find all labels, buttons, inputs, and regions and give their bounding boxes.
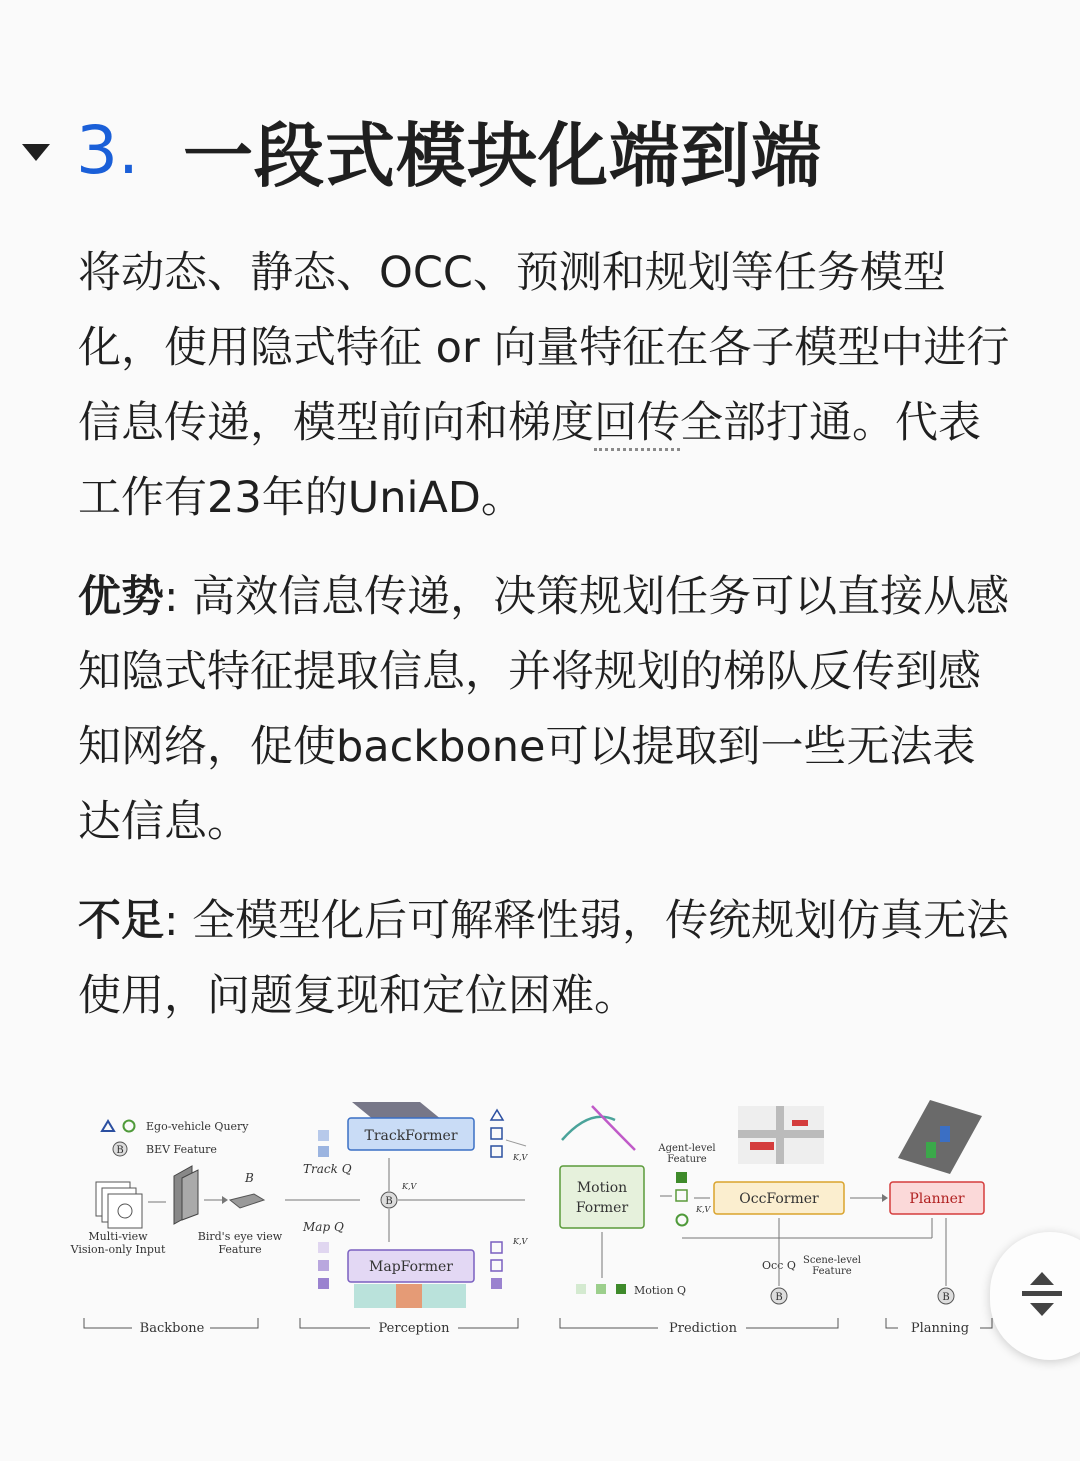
scroll-button[interactable]	[990, 1232, 1080, 1360]
feature-block-icon	[174, 1166, 198, 1224]
agent-feature-label: Feature	[667, 1154, 707, 1165]
kv-label-track-out: K,V	[513, 1153, 528, 1162]
map-q-label: Map Q	[303, 1220, 344, 1234]
legend-query-label: Ego-vehicle Query	[146, 1120, 249, 1133]
bev-legend-b: B	[116, 1145, 124, 1156]
track-q-label: Track Q	[303, 1162, 352, 1176]
bev-b-label: B	[245, 1171, 254, 1185]
advantages-label: 优势	[78, 572, 164, 622]
section-number: 3.	[76, 111, 139, 189]
paragraph-disadvantages	[78, 884, 1018, 1034]
camera-stack-icon	[96, 1182, 142, 1228]
scene-feature-label: Feature	[812, 1266, 852, 1277]
section-perception-label: Perception	[378, 1321, 450, 1336]
paragraph-text: 将动态、静态、OCC、预测和规划等任务模型化，使用隐式特征 or 向量特征在各子模型中进行信息传递，模型前向和梯度	[78, 248, 1010, 448]
section-prediction-label: Prediction	[669, 1321, 737, 1336]
disadvantages-label: 不足	[78, 896, 164, 946]
motion-label: Motion	[576, 1180, 628, 1196]
advantages-text: 高效信息传递，决策规划任务可以直接从感知隐式特征提取信息，并将规划的梯队反传到感知网络，促使backbone可以提取到一些无法表达信息。	[78, 572, 1010, 847]
bev-plane-icon	[230, 1194, 264, 1208]
occformer-label: OccFormer	[739, 1191, 819, 1207]
caret-down-icon[interactable]	[22, 144, 50, 161]
circle-query-icon	[124, 1121, 135, 1132]
planner-label: Planner	[909, 1191, 965, 1207]
paragraph-advantages	[78, 560, 1018, 860]
paragraph-text-end: 全部打通。代表工作有23年的UniAD。	[78, 398, 981, 523]
bev-node-b: B	[385, 1196, 393, 1207]
section-title: 一段式模块化端到端	[182, 114, 822, 197]
colon: :	[164, 896, 179, 946]
section-planning-label: Planning	[910, 1321, 970, 1336]
legend-bev-label: BEV Feature	[146, 1143, 217, 1156]
kv-label-track: K,V	[402, 1182, 417, 1191]
section-backbone-label: Backbone	[139, 1321, 205, 1336]
bev-node-occ-b: B	[775, 1292, 783, 1303]
occ-q-label: Occ Q	[762, 1259, 796, 1272]
vision-only-label: Vision-only Input	[70, 1243, 166, 1256]
disadvantages-text: 全模型化后可解释性弱，传统规划仿真无法使用，问题复现和定位困难。	[78, 896, 1010, 1021]
colon: :	[164, 572, 179, 622]
paragraph-description	[78, 236, 1018, 536]
agent-level-label: Agent-level	[658, 1143, 716, 1154]
former-label: Former	[575, 1200, 629, 1216]
scroll-arrows-icon	[1020, 1268, 1064, 1320]
uniad-architecture-figure	[70, 1090, 1000, 1350]
mapformer-label: MapFormer	[369, 1259, 453, 1275]
birds-eye-label: Bird's eye view	[197, 1230, 283, 1243]
scene-level-label: Scene-level	[803, 1255, 861, 1266]
kv-label-occ: K,V	[696, 1205, 711, 1214]
motion-q-label: Motion Q	[634, 1284, 687, 1297]
dotted-underline-term[interactable]: 回传	[594, 398, 680, 451]
motionformer-box	[560, 1166, 644, 1228]
triangle-query-icon	[102, 1121, 114, 1131]
kv-label-map: K,V	[513, 1237, 528, 1246]
bev-feature-label: Feature	[218, 1243, 262, 1256]
section-heading	[22, 100, 822, 200]
bev-node-plan-b: B	[942, 1292, 950, 1303]
multiview-label: Multi-view	[88, 1230, 148, 1243]
trackformer-label: TrackFormer	[364, 1128, 458, 1144]
